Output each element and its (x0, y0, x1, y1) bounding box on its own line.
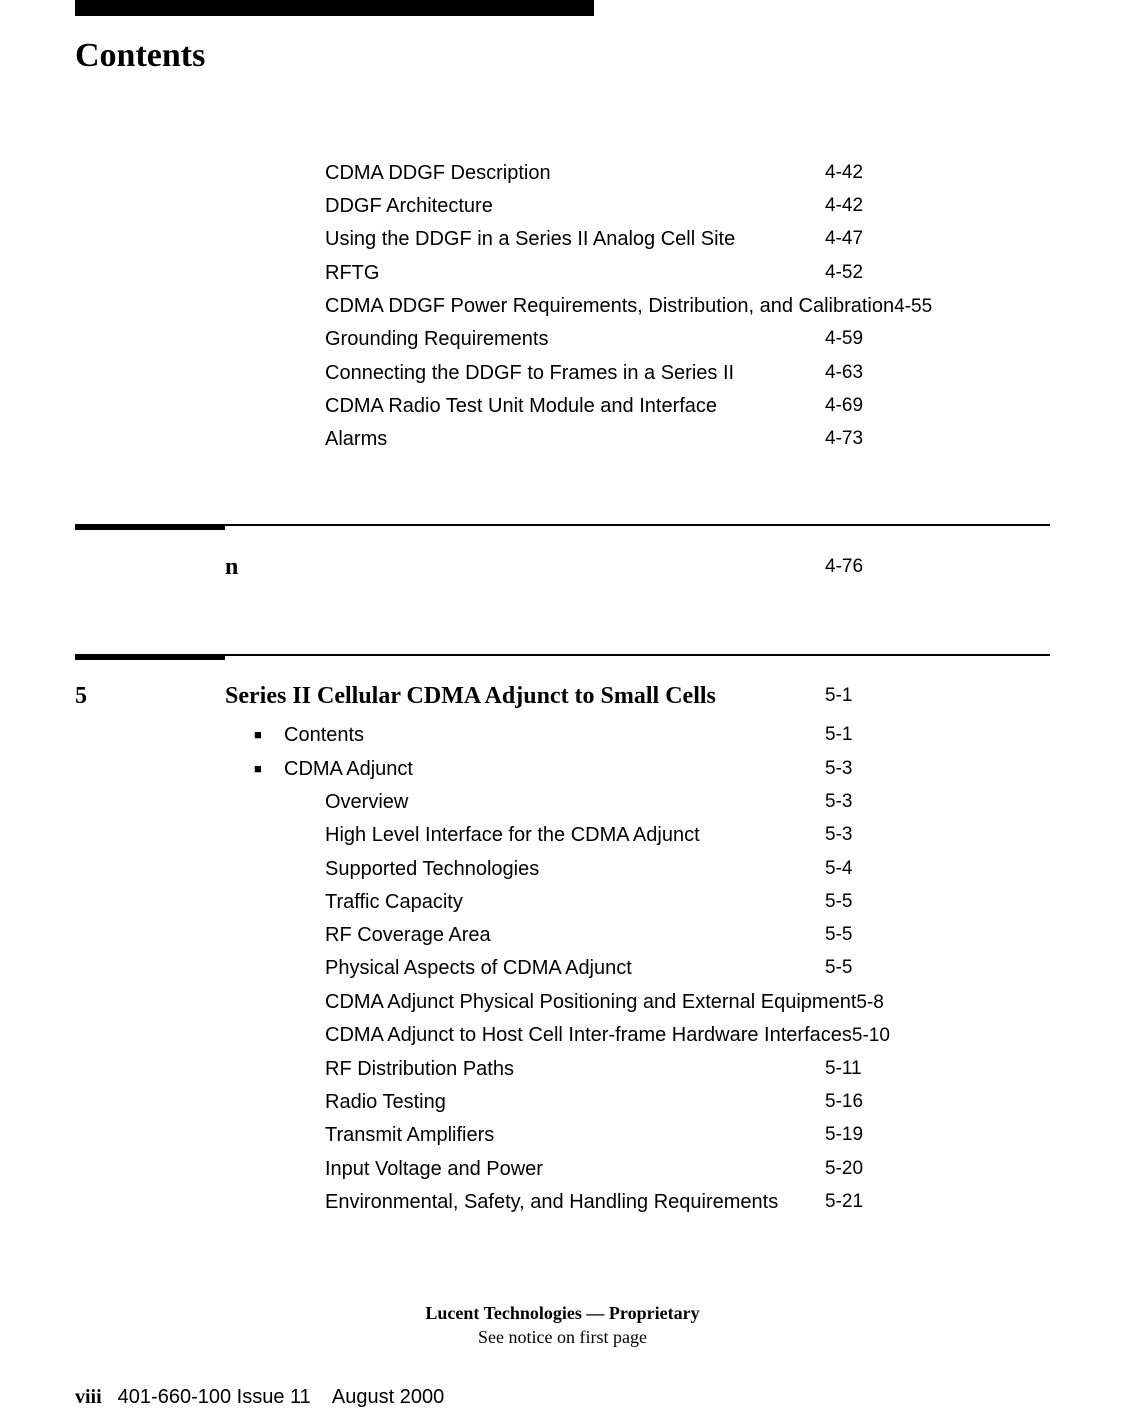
toc-entry-page: 4-59 (825, 328, 864, 349)
toc-entry-page: 5-16 (825, 1091, 864, 1112)
toc-entry[interactable] (0, 788, 1125, 816)
toc-entry[interactable] (0, 1021, 1125, 1049)
toc-entry[interactable] (0, 888, 1125, 916)
toc-entry-page: 4-42 (825, 162, 864, 183)
toc-entry-title: RFTG (325, 262, 380, 284)
toc-entry-title: Physical Aspects of CDMA Adjunct (325, 957, 632, 979)
toc-entry[interactable] (0, 855, 1125, 883)
section-number: 5 (75, 683, 87, 709)
toc-entry-title: Environmental, Safety, and Handling Requirements (325, 1191, 779, 1213)
toc-entry-page: 5-20 (825, 1158, 864, 1179)
toc-entry-page: 5-5 (825, 924, 853, 945)
toc-entry-page: 5-3 (825, 824, 853, 845)
toc-entry[interactable] (0, 954, 1125, 982)
toc-entry-title: CDMA DDGF Description (325, 162, 551, 184)
toc-entry[interactable] (0, 425, 1125, 453)
toc-entry[interactable] (0, 1188, 1125, 1216)
toc-entry-page: 5-1 (825, 724, 853, 745)
toc-entry-page: 4-73 (825, 428, 864, 449)
toc-entry[interactable] (0, 392, 1125, 420)
toc-entry-page: 5-21 (825, 1191, 864, 1212)
toc-entry-page: 5-10 (851, 1025, 890, 1046)
toc-entry[interactable] (0, 1121, 1125, 1149)
toc-entry-page: 5-5 (825, 891, 853, 912)
toc-entry-page: 5-11 (825, 1058, 862, 1079)
section-rule-thick (75, 654, 225, 660)
toc-entry[interactable] (0, 1055, 1125, 1083)
toc-entry-title: Transmit Amplifiers (325, 1124, 495, 1146)
section-page: 5-1 (825, 685, 853, 706)
toc-entry[interactable] (0, 921, 1125, 949)
index-entry-title: n (225, 554, 239, 580)
footer-notice: See notice on first page (478, 1327, 647, 1347)
header-rule (75, 0, 594, 16)
toc-entry-page: 5-4 (825, 858, 853, 879)
toc-entry[interactable] (0, 1088, 1125, 1116)
toc-entry-title: CDMA DDGF Power Requirements, Distribution, and Calibration4-55 (325, 295, 933, 317)
toc-entry-page: 5-3 (825, 758, 853, 779)
toc-entry[interactable] (0, 1155, 1125, 1183)
toc-entry-title: CDMA Radio Test Unit Module and Interface (325, 395, 718, 417)
toc-entry[interactable] (0, 359, 1125, 387)
bullet-icon: ■ (254, 727, 262, 742)
toc-entry-title: Supported Technologies (325, 858, 540, 880)
index-entry-page: 4-76 (825, 556, 864, 577)
toc-entry-page: 4-63 (825, 362, 864, 383)
toc-entry-title: DDGF Architecture (325, 195, 493, 217)
doc-info: 401-660-100 Issue 11 August 2000 (117, 1386, 445, 1408)
toc-entry-title: Connecting the DDGF to Frames in a Series II (325, 362, 735, 384)
toc-entry-title: Using the DDGF in a Series II Analog Cell Site (325, 228, 736, 250)
toc-entry-level1[interactable] (0, 721, 1125, 749)
toc-entry-title: Grounding Requirements (325, 328, 549, 350)
toc-entry-page: 5-3 (825, 791, 853, 812)
toc-entry-title: Input Voltage and Power (325, 1158, 543, 1180)
toc-entry[interactable] (0, 292, 1125, 320)
toc-entry[interactable] (0, 821, 1125, 849)
toc-entry-title: CDMA Adjunct Physical Positioning and External Equipment5-8 (325, 991, 884, 1013)
bullet-icon: ■ (254, 761, 262, 776)
toc-entry-title: Traffic Capacity (325, 891, 463, 913)
toc-entry-page: 4-52 (825, 262, 864, 283)
toc-entry-title: High Level Interface for the CDMA Adjunct (325, 824, 700, 846)
toc-entry[interactable] (0, 259, 1125, 287)
toc-entry-page: 4-69 (825, 395, 864, 416)
toc-entry[interactable] (0, 988, 1125, 1016)
toc-entry-page: 4-42 (825, 195, 864, 216)
index-entry[interactable] (0, 550, 1125, 584)
toc-entry[interactable] (0, 192, 1125, 220)
toc-entry-title: Radio Testing (325, 1091, 446, 1113)
toc-entry-title: Alarms (325, 428, 388, 450)
toc-entry-title: RF Distribution Paths (325, 1058, 514, 1080)
toc-entry-page: 4-47 (825, 228, 864, 249)
section-rule-thick (75, 524, 225, 530)
section-heading[interactable] (0, 679, 1125, 713)
toc-entry-page: 5-5 (825, 957, 853, 978)
toc-entry-title: CDMA Adjunct to Host Cell Inter-frame Hardware Interfaces5-10 (325, 1024, 890, 1046)
section-title: Series II Cellular CDMA Adjunct to Small Cells (225, 683, 716, 709)
toc-entry-title: Overview (325, 791, 409, 813)
toc-entry[interactable] (0, 325, 1125, 353)
page-title: Contents (75, 37, 206, 74)
toc-entry-title: CDMA Adjunct (284, 758, 413, 780)
footer-proprietary: Lucent Technologies — Proprietary (425, 1303, 700, 1323)
toc-entry-title: Contents (284, 724, 365, 746)
toc-entry-page: 5-19 (825, 1124, 864, 1145)
toc-entry-title: RF Coverage Area (325, 924, 491, 946)
toc-entry[interactable] (0, 159, 1125, 187)
page-number: viii (75, 1386, 102, 1408)
toc-entry-page: 4-55 (894, 296, 933, 317)
section-rule-thin (225, 524, 1050, 526)
toc-entry-page: 5-8 (856, 992, 884, 1013)
section-rule-thin (225, 654, 1050, 656)
toc-entry[interactable] (0, 225, 1125, 253)
toc-entry-level1[interactable] (0, 755, 1125, 783)
page-footer (75, 1386, 444, 1409)
